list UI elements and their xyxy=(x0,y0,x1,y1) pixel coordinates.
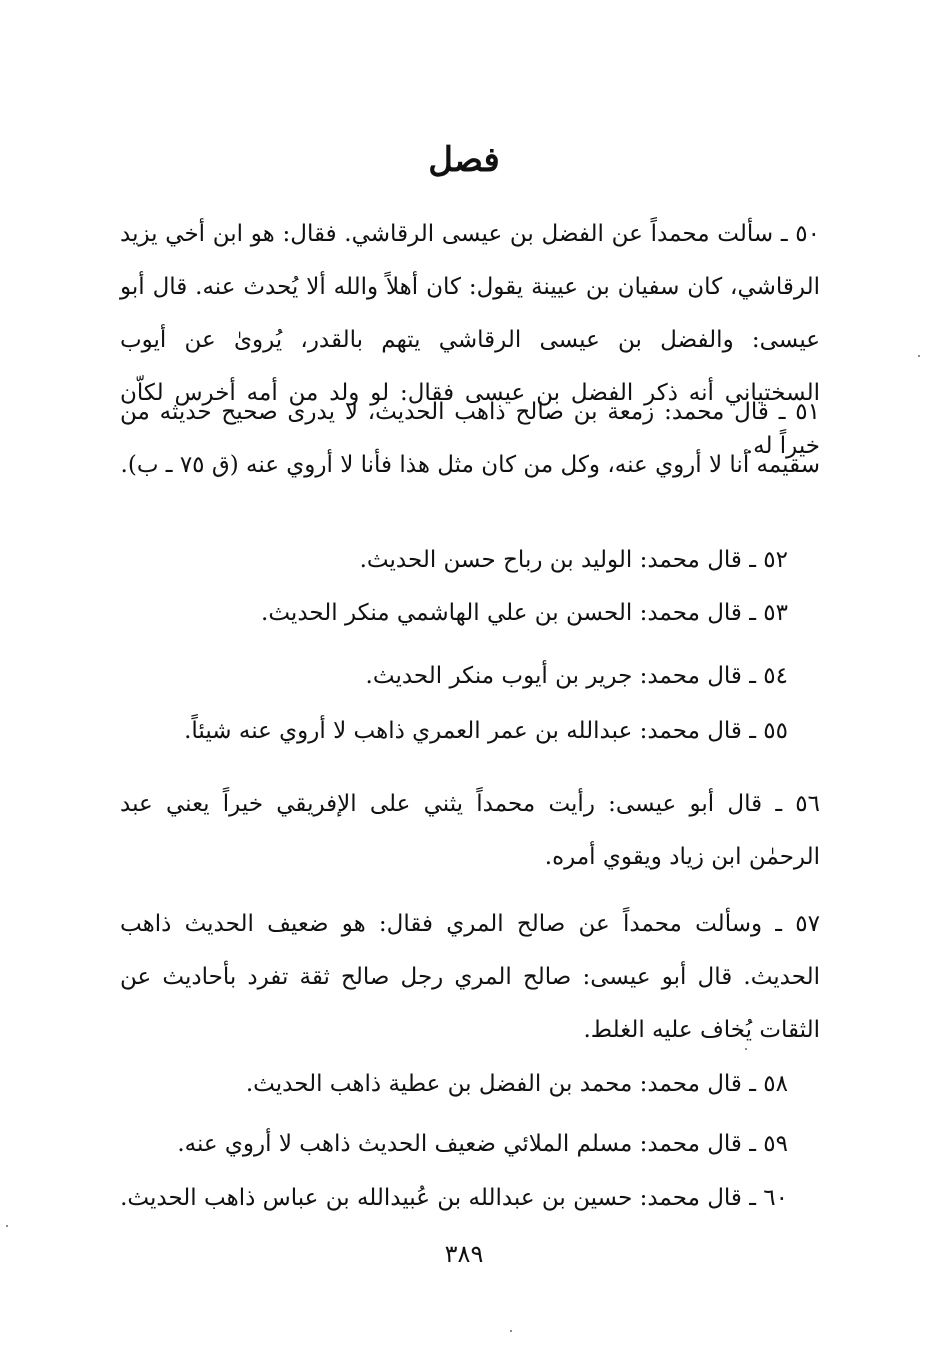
entry-52: ٥٢ ـ قال محمد: الوليد بن رباح حسن الحديث. xyxy=(359,547,788,573)
entry-56: ٥٦ ـ قال أبو عيسى: رأيت محمداً يثني على الإفريقي خيراً يعني عبد الرحمٰن ابن زياد ويقوي أمره. xyxy=(120,791,820,870)
entry-59: ٥٩ ـ قال محمد: مسلم الملائي ضعيف الحديث ذاهب لا أروي عنه. xyxy=(177,1131,788,1157)
entry-50: ٥٠ ـ سألت محمداً عن الفضل بن عيسى الرقاشي. فقال: هو ابن أخي يزيد الرقاشي، كان سفيان بن عيينة يقول: كان أهلاً والله ألا يُحدث عنه. قال أبو عيسى: والفضل بن عيسى الرقاشي يتهم بالقدر، يُروىٰ عن أيوب السختياني أنه ذكر الفضل بن عيسى فقال: لو ولد من أمه أخرس لكاّن خيراً له. xyxy=(120,221,820,459)
entry-60: ٦٠ ـ قال محمد: حسين بن عبدالله بن عُبيدالله بن عباس ذاهب الحديث. xyxy=(120,1185,788,1211)
entry-57: ٥٧ ـ وسألت محمداً عن صالح المري فقال: هو ضعيف الحديث ذاهب الحديث. قال أبو عيسى: صالح المري رجل صالح ثقة تفرد بأحاديث عن الثقات يُخاف عليه الغلط. xyxy=(120,911,820,1043)
section-heading: فصل xyxy=(428,140,500,180)
page-number: ٣٨٩ xyxy=(444,1240,484,1268)
scan-speck xyxy=(510,1330,512,1332)
entry-53: ٥٣ ـ قال محمد: الحسن بن علي الهاشمي منكر الحديث. xyxy=(261,600,788,626)
entry-58: ٥٨ ـ قال محمد: محمد بن الفضل بن عطية ذاهب الحديث. xyxy=(245,1071,788,1097)
entry-51: ٥١ ـ قال محمد: زمعة بن صالح ذاهب الحديث، لا يدرى صحيح حديثه من سقيمه أنا لا أروي عنه، وكل من كان مثل هذا فأنا لا أروي عنه (ق ٧٥ ـ ب). xyxy=(120,399,820,478)
entry-54: ٥٤ ـ قال محمد: جرير بن أيوب منكر الحديث. xyxy=(365,663,788,689)
scan-speck xyxy=(745,1048,747,1050)
scan-speck xyxy=(6,1225,8,1227)
entry-55: ٥٥ ـ قال محمد: عبدالله بن عمر العمري ذاهب لا أروي عنه شيئاً. xyxy=(184,718,788,744)
scan-speck xyxy=(918,355,920,357)
